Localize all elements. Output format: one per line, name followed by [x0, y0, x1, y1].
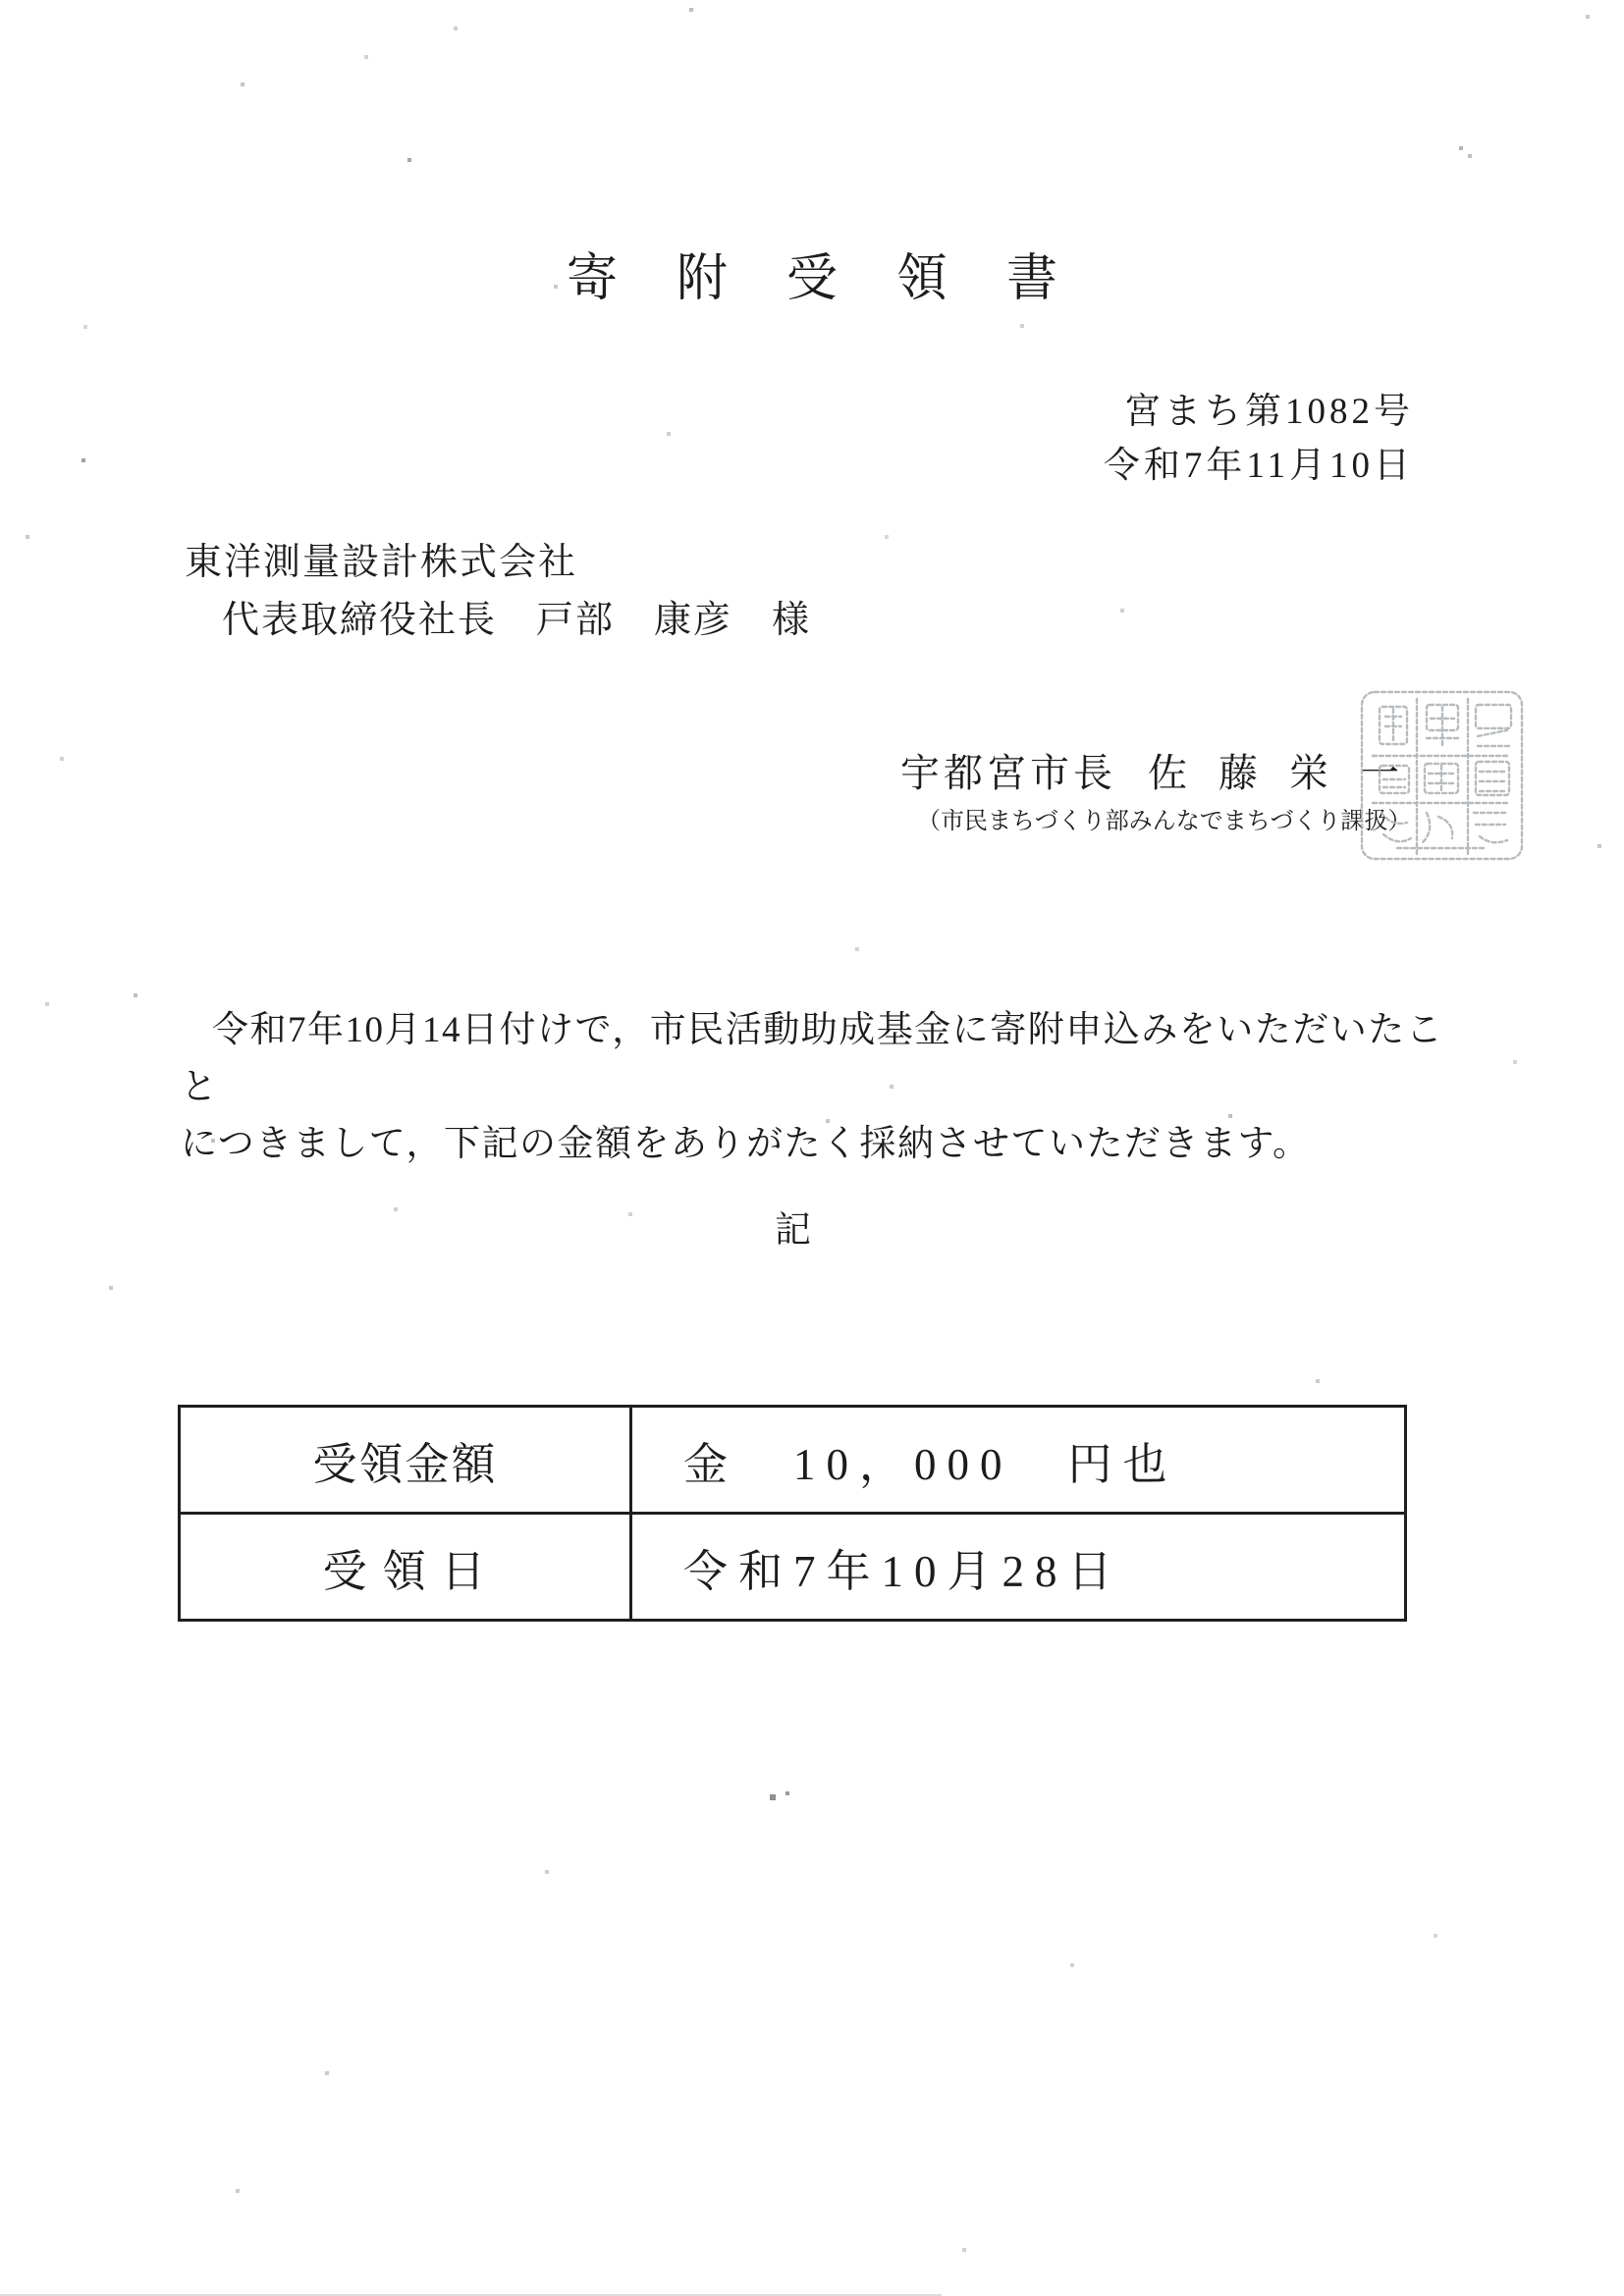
table-row-amount	[180, 1407, 1406, 1514]
sender-department-note: （市民まちづくり部みんなでまちづくり課扱）	[917, 809, 1412, 834]
body-line-1: 令和7年10月14日付けで，市民活動助成基金に寄附申込みをいただいたこと	[181, 1010, 1444, 1107]
scan-noise	[0, 0, 2, 2]
recipient-block	[185, 534, 811, 650]
issue-date: 令和7年11月10日	[1103, 446, 1414, 486]
section-marker: 記	[775, 1210, 811, 1251]
body-line-2: につきまして，下記の金額をありがたく採納させていただきます。	[181, 1124, 1311, 1164]
sender-line	[900, 742, 1431, 798]
document-title: 寄附受領書	[566, 251, 1116, 307]
reference-number: 宮まち第1082号	[1124, 392, 1414, 432]
official-seal-icon	[1358, 687, 1527, 864]
table-row-date	[180, 1514, 1406, 1621]
sender-title: 宇都宮市長	[900, 751, 1116, 795]
recipient-person: 代表取締役社長 戸部 康彦 様	[222, 600, 812, 641]
receipt-date-label: 受 領 日	[180, 1514, 631, 1621]
receipt-date-value: 令和7年10月28日	[631, 1514, 1406, 1621]
amount-label: 受領金額	[180, 1407, 631, 1514]
amount-value: 金 10，000 円也	[631, 1407, 1406, 1514]
document-meta	[1104, 385, 1414, 493]
receipt-table	[178, 1405, 1407, 1622]
sender-name: 佐藤栄一	[1148, 751, 1431, 795]
recipient-company: 東洋測量設計株式会社	[185, 542, 578, 583]
body-paragraph	[181, 1002, 1457, 1173]
